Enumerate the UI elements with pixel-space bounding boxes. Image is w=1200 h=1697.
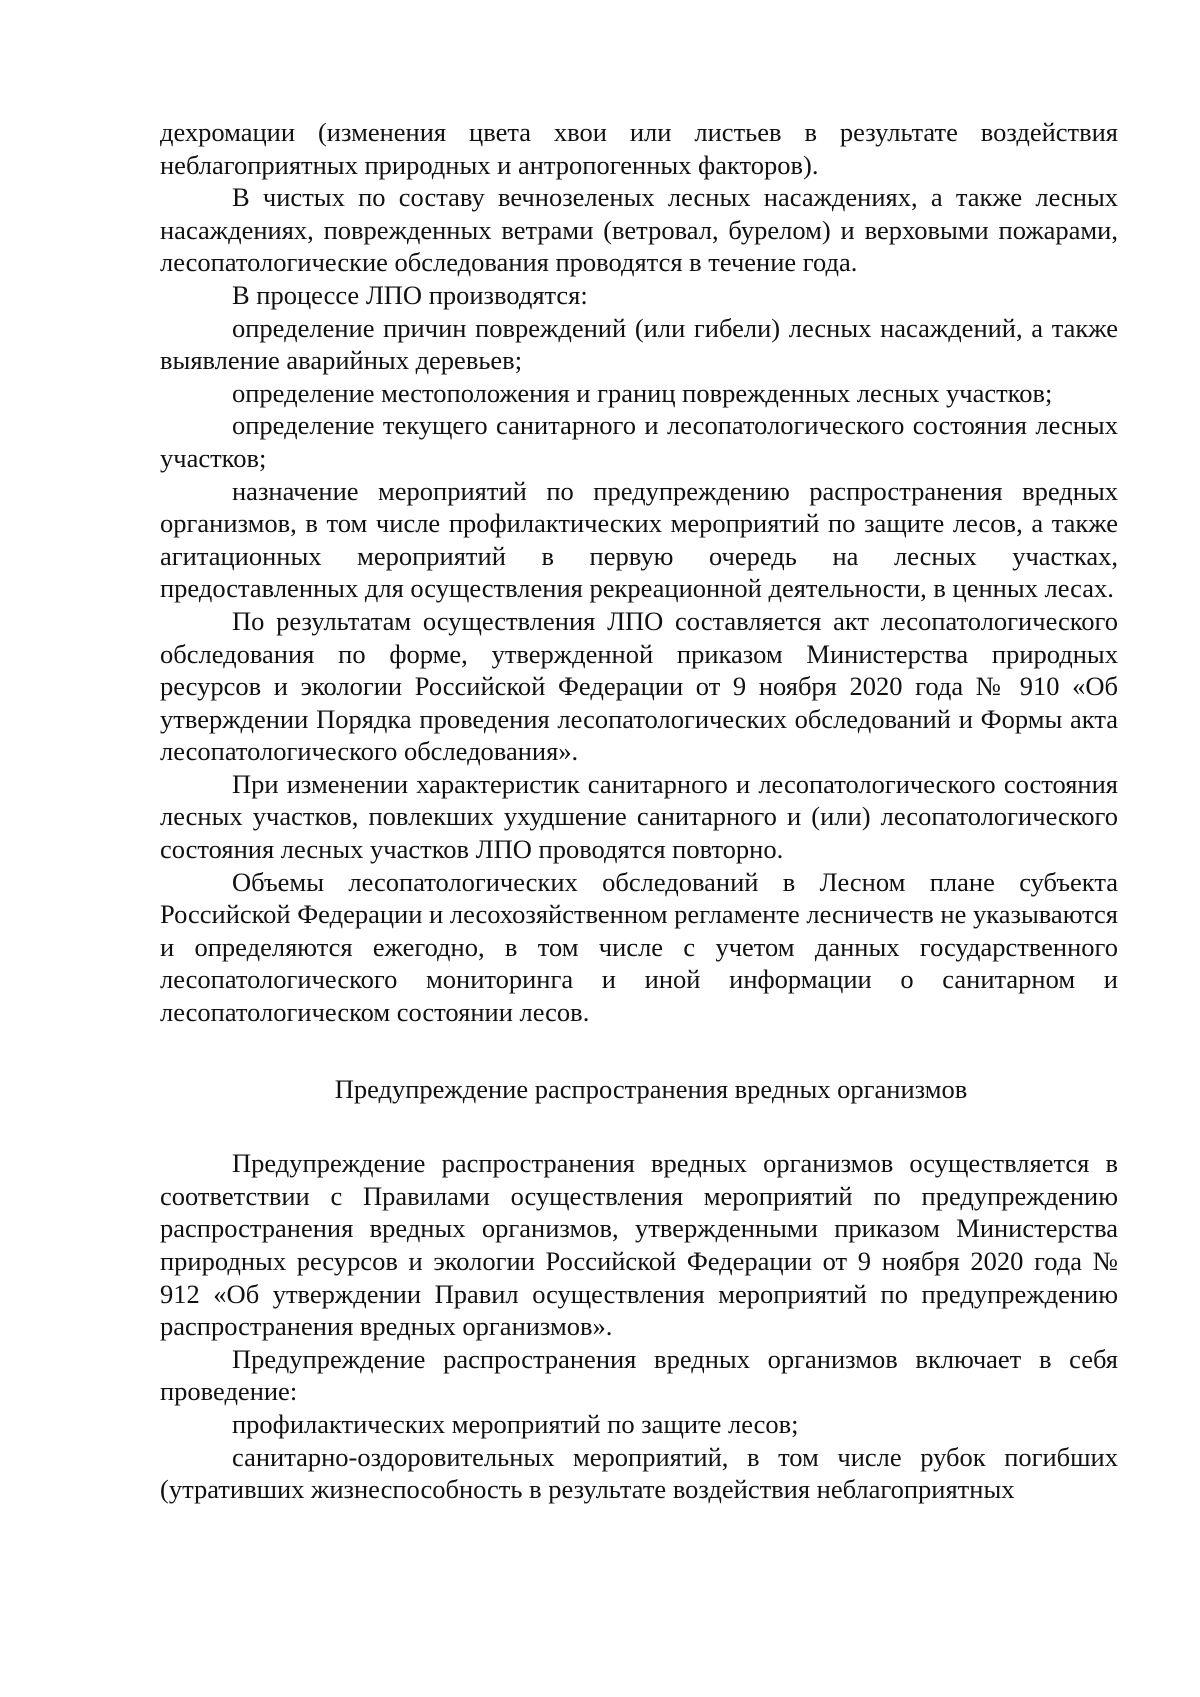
paragraph-prevention-measures: назначение мероприятий по предупреждению распространения вредных организмов, в том числе профилактических мероприятий по защите лесов, а также агитационных мероприятий в первую очередь на лесных участках, предоставленных для осуществления рекреационной деятельности, в ценных лесах. [160,475,1118,604]
section-heading: Предупреждение распространения вредных организмов [334,1073,968,1104]
paragraph-dechromation: дехромации (изменения цвета хвои или листьев в результате воздействия неблагоприятных природных и антропогенных факторов). [160,117,1118,180]
paragraph-survey-act: По результатам осуществления ЛПО составляется акт лесопатологического обследования по форме, утвержденной приказом Министерства природных ресурсов и экологии Российской Федерации от 9 ноября 2020 года № 910 «Об утверждении Порядка проведения лесопатологических обследований и Формы акта лесопатологического обследования». [160,605,1118,767]
paragraph-current-state: определение текущего санитарного и лесопатологического состояния лесных участков; [160,410,1118,473]
spacer [160,1029,1118,1073]
spacer [160,1105,1118,1147]
paragraph-preventive-measures: профилактических мероприятий по защите лесов; [232,1408,799,1439]
paragraph-prevention-rules: Предупреждение распространения вредных организмов осуществляется в соответствии с Правилами осуществления мероприятий по предупреждению распространения вредных организмов, утвержденными приказом Министерства природных ресурсов и экологии Российской Федерации от 9 ноября 2020 года № 912 «Об утверждении Правил осуществления мероприятий по предупреждению распространения вредных организмов». [160,1148,1118,1342]
paragraph-lpo-process: В процессе ЛПО производятся: [232,279,588,310]
paragraph-sanitary-measures: санитарно-оздоровительных мероприятий, в том числе рубок погибших (утративших жизнеспособность в результате воздействия неблагоприятных [160,1441,1118,1505]
paragraph-location-borders: определение местоположения и границ поврежденных лесных участков; [232,377,1053,408]
paragraph-damage-causes: определение причин повреждений (или гибели) лесных насаждений, а также выявление аварийных деревьев; [160,312,1118,376]
paragraph-repeat-survey: При изменении характеристик санитарного и лесопатологического состояния лесных участков, повлекших ухудшение санитарного и (или) лесопатологического состояния лесных участков ЛПО проводятся повторно. [160,768,1118,865]
paragraph-prevention-includes: Предупреждение распространения вредных организмов включает в себя проведение: [160,1343,1118,1407]
paragraph-survey-volumes: Объемы лесопатологических обследований в Лесном плане субъекта Российской Федерации и лесохозяйственном регламенте лесничеств не указываются и определяются ежегодно, в том числе с учетом данных государственного лесопатологического мониторинга и иной информации о санитарном и лесопатологическом состоянии лесов. [160,866,1118,1028]
document-body [160,116,1118,1506]
paragraph-evergreen-stands: В чистых по составу вечнозеленых лесных насаждениях, а также лесных насаждениях, поврежденных ветрами (ветровал, бурелом) и верховыми пожарами, лесопатологические обследования проводятся в течение года. [160,182,1118,278]
